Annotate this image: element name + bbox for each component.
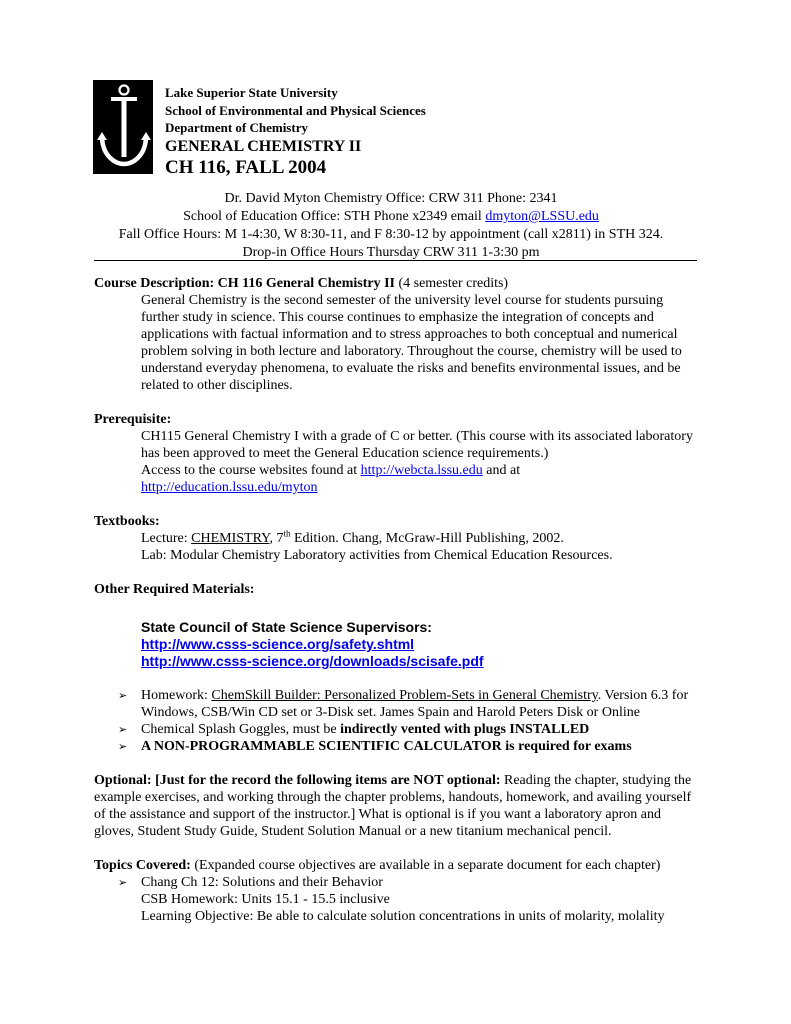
safety-url-link[interactable]: http://www.csss-science.org/safety.shtml (141, 636, 415, 652)
university-name: Lake Superior State University (165, 85, 338, 100)
credits-text: (4 semester credits) (394, 276, 509, 291)
course-term: CH 116, FALL 2004 (165, 156, 327, 178)
optional-section (94, 772, 698, 840)
list-item: ➢ A NON-PROGRAMMABLE SCIENTIFIC CALCULATOR is required for exams (118, 739, 632, 754)
list-item: ➢ Homework: ChemSkill Builder: Personalized Problem-Sets in General Chemistry. Version 6.3 for Windows, CSB/Win CD set or 3-Disk set. James Spain and Harold Peters Disk or Online (118, 688, 689, 720)
optional-heading: Optional: [Just for the record the following items are NOT optional: (94, 773, 501, 788)
list-item: ➢ Chemical Splash Goggles, must be indirectly vented with plugs INSTALLED (118, 722, 590, 737)
council-title: State Council of State Science Supervisors: (141, 619, 432, 635)
arrow-bullet-icon: ➢ (118, 740, 128, 753)
textbooks-heading: Textbooks: (94, 514, 160, 529)
office-hours-line: Fall Office Hours: M 1-4:30, W 8:30-11, and F 8:30-12 by appointment (call x2811) in STH 324. (118, 227, 664, 242)
education-office-line: School of Education Office: STH Phone x2349 email dmyton@LSSU.edu (183, 209, 599, 224)
prerequisite-body: CH115 General Chemistry I with a grade of C or better. (This course with its associated laboratory has been approved to meet the General Education science requirements.) Access to the course websites found at http://webcta.lssu.edu and at http://education.lssu.edu/myton (141, 429, 693, 495)
webcta-link[interactable]: http://webcta.lssu.edu (360, 463, 483, 478)
dropin-hours-line: Drop-in Office Hours Thursday CRW 311 1-3:30 pm (242, 245, 540, 260)
anchor-logo-icon (93, 80, 153, 174)
materials-heading: Other Required Materials: (94, 582, 255, 597)
materials-section (94, 581, 698, 755)
list-item: ➢ Chang Ch 12: Solutions and their Behavior CSB Homework: Units 15.1 - 15.5 inclusive Learning Objective: Be able to calculate solution concentrations in units of molarity, molality (118, 875, 665, 924)
email-link[interactable]: dmyton@LSSU.edu (485, 209, 599, 224)
optional-body: Reading the chapter, studying the example exercises, and working through the chapter problems, handouts, homework, and availing yourself of the assistance and support of the instructor.] What is optional is if you want a laboratory apron and gloves, Student Study Guide, Student Solution Manual or a new titanium mechanical pencil. (94, 773, 692, 839)
materials-list (94, 687, 698, 755)
course-description-section (94, 275, 698, 394)
document-header (165, 84, 426, 180)
scisafe-pdf-link[interactable]: http://www.csss-science.org/downloads/scisafe.pdf (141, 653, 484, 669)
description-body: General Chemistry is the second semester of the university level course for students pursuing further study in science. This course continues to emphasize the integration of concepts and applications with factual information and to stress approaches to both conceptual and numerical problem solving in both lecture and laboratory. Throughout the course, chemistry will be used to understand everyday phenomena, to evaluate the risks and benefits environmental issues, and be related to other disciplines. (141, 293, 682, 393)
arrow-bullet-icon: ➢ (118, 876, 128, 889)
topics-list (94, 874, 698, 925)
topics-note: (Expanded course objectives are available in a separate document for each chapter) (190, 858, 661, 873)
lab-textbook: Lab: Modular Chemistry Laboratory activities from Chemical Education Resources. (141, 548, 613, 563)
syllabus-content (94, 275, 698, 925)
textbooks-section (94, 513, 698, 564)
description-heading: Course Description: CH 116 General Chemistry II (94, 276, 395, 291)
header-divider (94, 260, 697, 261)
prerequisite-section (94, 411, 698, 496)
school-name: School of Environmental and Physical Sciences (165, 102, 426, 118)
course-name: GENERAL CHEMISTRY II (165, 137, 362, 155)
instructor-line: Dr. David Myton Chemistry Office: CRW 311 Phone: 2341 (224, 191, 558, 206)
myton-website-link[interactable]: http://education.lssu.edu/myton (141, 480, 318, 495)
topics-heading: Topics Covered: (94, 858, 191, 873)
contact-info (86, 190, 696, 262)
prerequisite-heading: Prerequisite: (94, 412, 172, 427)
arrow-bullet-icon: ➢ (118, 723, 128, 736)
topics-section (94, 857, 698, 925)
department-name: Department of Chemistry (165, 120, 308, 135)
arrow-bullet-icon: ➢ (118, 689, 128, 702)
lecture-textbook: Lecture: CHEMISTRY, 7th Edition. Chang, McGraw-Hill Publishing, 2002. (141, 528, 564, 546)
